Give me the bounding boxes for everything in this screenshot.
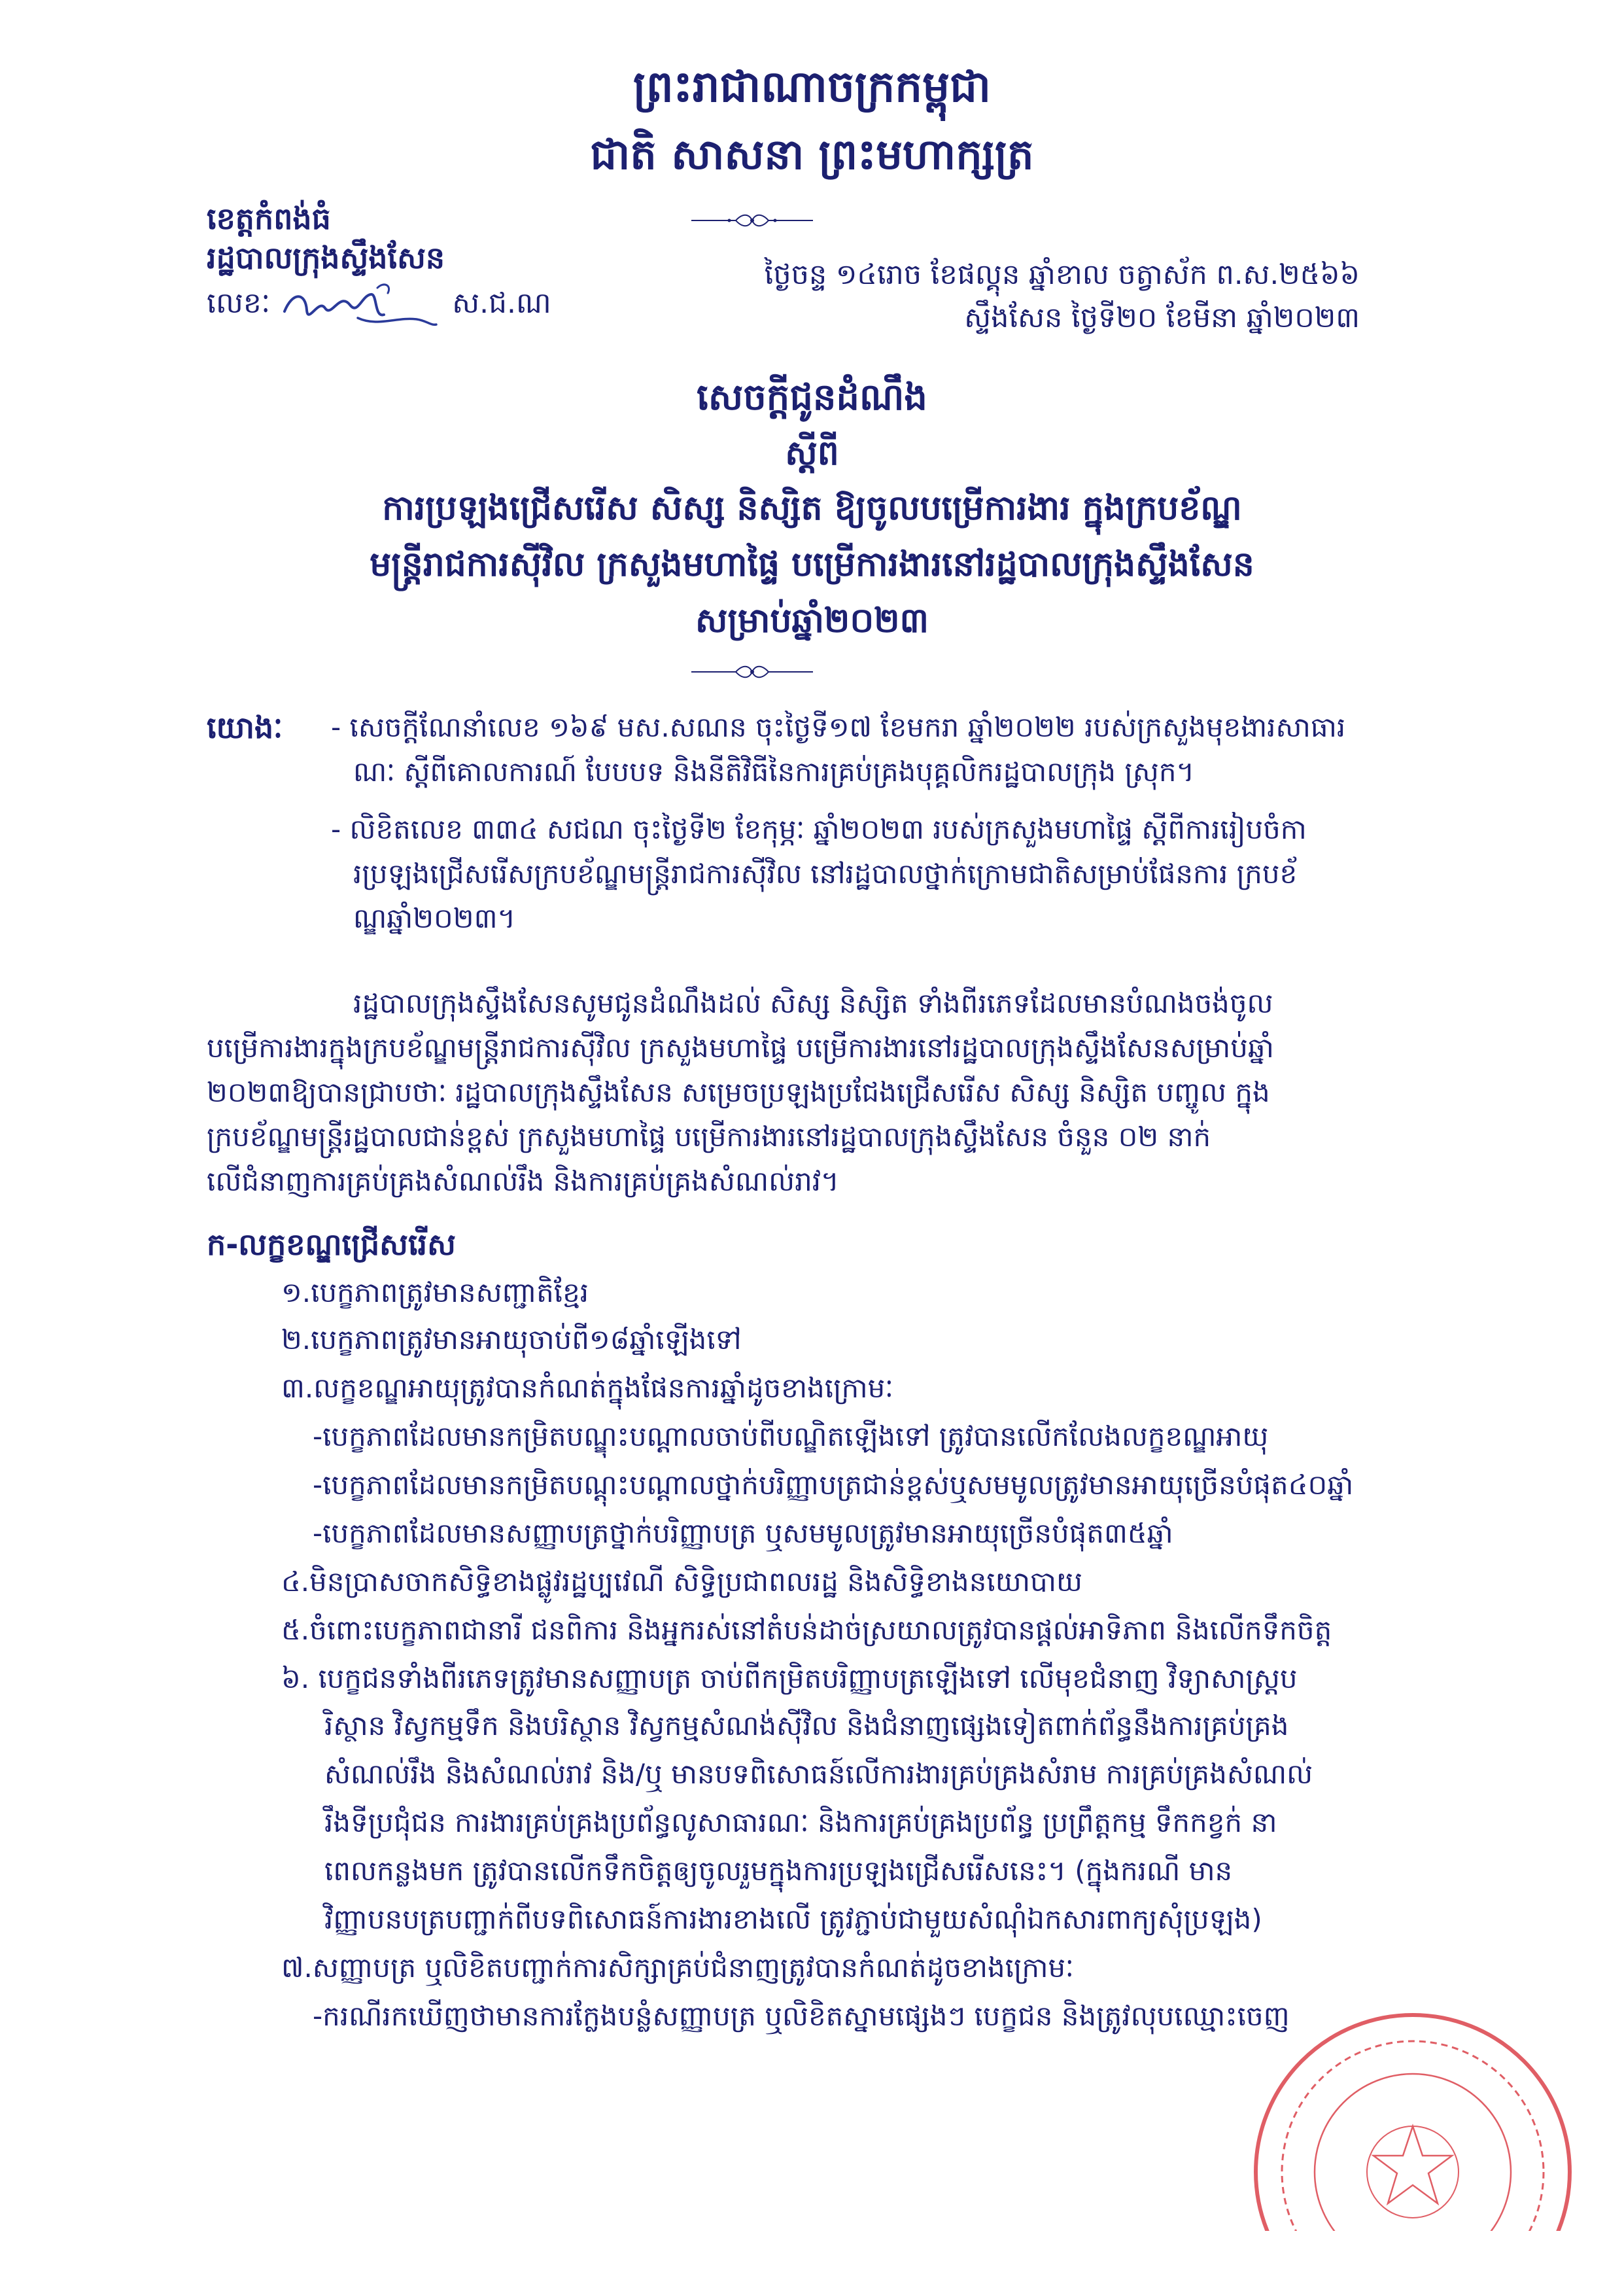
criteria-item-3-sub-3: -បេក្ខភាពដែលមានសញ្ញាបត្រថ្នាក់បរិញ្ញាបត្រ ឬសមមូលត្រូវមានអាយុច្រើនបំផុត៣៥ឆ្នាំ bbox=[313, 1517, 1173, 1549]
notice-subject-line2: មន្ត្រីរាជការស៊ីវិល ក្រសួងមហាផ្ទៃ បម្រើការងារនៅរដ្ឋបាលក្រុងស្ទឹងសែន bbox=[370, 544, 1254, 584]
national-motto: ជាតិ សាសនា ព្រះមហាក្សត្រ bbox=[590, 130, 1034, 179]
intro-line5: លើជំនាញការគ្រប់គ្រងសំណល់រឹង និងការគ្រប់គ្រងសំណល់រាវ។ bbox=[207, 1165, 839, 1197]
criteria-item-3-sub-2: -បេក្ខភាពដែលមានកម្រិតបណ្តុះបណ្តាលថ្នាក់បរិញ្ញាបត្រជាន់ខ្ពស់ឬសមមូលត្រូវមានអាយុច្រើនបំផុត៤០ឆ្នាំ bbox=[313, 1469, 1354, 1501]
official-seal-icon bbox=[1210, 1956, 1576, 2231]
reference-2-line2: រប្រឡងជ្រើសរើសក្របខ័ណ្ឌមន្ត្រីរាជការស៊ីវិល នៅរដ្ឋបាលថ្នាក់ក្រោមជាតិសម្រាប់ផែនការ ក្របខ័ bbox=[353, 858, 1298, 890]
criteria-item-5: ៥.ចំពោះបេក្ខភាពជានារី ជនពិការ និងអ្នករស់នៅតំបន់ដាច់ស្រយាលត្រូវបានផ្តល់អាទិភាព និងលើកទឹកចិត្ត bbox=[281, 1614, 1332, 1646]
solar-date: ស្ទឹងសែន ថ្ងៃទី២០ ខែមីនា ឆ្នាំ២០២៣ bbox=[964, 302, 1360, 334]
notice-title: សេចក្តីជូនដំណឹង bbox=[697, 376, 927, 419]
sender-administration: រដ្ឋបាលក្រុងស្ទឹងសែន bbox=[207, 240, 445, 275]
intro-line4: ក្របខ័ណ្ឌមន្ត្រីរដ្ឋបាលជាន់ខ្ពស់ ក្រសួងមហាផ្ទៃ បម្រើការងារនៅរដ្ឋបាលក្រុងស្ទឹងសែន ចំនួន ០២ នាក់ bbox=[207, 1121, 1211, 1153]
notice-subject-label: ស្តីពី bbox=[785, 433, 839, 473]
criteria-item-6-line5: ពេលកន្លងមក ត្រូវបានលើកទឹកចិត្តឲ្យចូលរួមក្នុងការប្រឡងជ្រើសរើសនេះ។ (ក្នុងករណី មាន bbox=[324, 1855, 1233, 1887]
intro-line3: ២០២៣ឱ្យបានជ្រាបថាៈ រដ្ឋបាលក្រុងស្ទឹងសែន សម្រេចប្រឡងប្រជែងជ្រើសរើស សិស្ស និស្សិត បញ្ចូល ក្នុង bbox=[207, 1076, 1270, 1108]
reference-label: លេខៈ bbox=[207, 287, 271, 320]
ornament-divider-icon bbox=[690, 662, 814, 682]
reference-2-line3: ណ្ឌឆ្នាំ២០២៣។ bbox=[353, 902, 516, 934]
criteria-item-1: ១.បេក្ខភាពត្រូវមានសញ្ជាតិខ្មែរ bbox=[281, 1276, 589, 1308]
intro-line2: បម្រើការងារក្នុងក្របខ័ណ្ឌមន្ត្រីរាជការស៊ីវិល ក្រសួងមហាផ្ទៃ បម្រើការងារនៅរដ្ឋបាលក្រុងស្ទឹងសែនសម្រាប់ឆ្នាំ bbox=[207, 1032, 1274, 1064]
criteria-item-2: ២.បេក្ខភាពត្រូវមានអាយុចាប់ពី១៨ឆ្នាំឡើងទៅ bbox=[281, 1323, 742, 1356]
criteria-item-6-line3: សំណល់រឹង និងសំណល់រាវ និង/ឬ មានបទពិសោធន៍លើការងារគ្រប់គ្រងសំរាម ការគ្រប់គ្រងសំណល់ bbox=[324, 1758, 1313, 1790]
sender-province: ខេត្តកំពង់ធំ bbox=[207, 201, 331, 236]
criteria-item-6-line2: រិស្ថាន វិស្វកម្មទឹក និងបរិស្ថាន វិស្វកម្មសំណង់ស៊ីវិល និងជំនាញផ្សេងទៀតពាក់ព័ន្ធនឹងការគ្រប់គ្រង bbox=[324, 1709, 1289, 1742]
reference-suffix: ស.ជ.ណ bbox=[452, 287, 551, 320]
lunar-date: ថ្ងៃចន្ទ ១៤រោច ខែផល្គុន ឆ្នាំខាល ចត្វាស័ក ព.ស.២៥៦៦ bbox=[764, 258, 1360, 291]
handwritten-number-icon bbox=[279, 279, 443, 331]
criteria-item-6-line4: រឹងទីប្រជុំជន ការងារគ្រប់គ្រងប្រព័ន្ធលូសាធារណៈ និងការគ្រប់គ្រងប្រព័ន្ធ ប្រព្រឹត្តកម្ម ទឹកកខ្វក់ នា bbox=[324, 1806, 1277, 1838]
reference-1-line2: ណៈ ស្តីពីគោលការណ៍ បែបបទ និងនីតិវិធីនៃការគ្រប់គ្រងបុគ្គលិករដ្ឋបាលក្រុង ស្រុក។ bbox=[353, 756, 1195, 788]
criteria-item-7-sub-1: -ករណីរកឃើញថាមានការក្លែងបន្លំសញ្ញាបត្រ ឬលិខិតស្នាមផ្សេងៗ បេក្ខជន និងត្រូវលុបឈ្មោះចេញ bbox=[313, 2000, 1290, 2032]
criteria-item-3: ៣.លក្ខខណ្ឌអាយុត្រូវបានកំណត់ក្នុងផែនការឆ្នាំដូចខាងក្រោមៈ bbox=[281, 1372, 894, 1404]
references-label: យោងៈ bbox=[207, 710, 283, 745]
criteria-item-3-sub-1: -បេក្ខភាពដែលមានកម្រិតបណ្ឌុះបណ្តាលចាប់ពីបណ្ឌិតឡើងទៅ ត្រូវបានលើកលែងលក្ខខណ្ឌអាយុ bbox=[313, 1420, 1269, 1452]
kingdom-title: ព្រះរាជាណាចក្រកម្ពុជា bbox=[633, 61, 991, 112]
reference-1-line1: - សេចក្តីណែនាំលេខ ១៦៩ មស.សណន ចុះថ្ងៃទី១៧ ខែមករា ឆ្នាំ២០២២ របស់ក្រសួងមុខងារសាធារ bbox=[331, 711, 1346, 743]
notice-subject-line3: សម្រាប់ឆ្នាំ២០២៣ bbox=[695, 601, 929, 640]
intro-line1: រដ្ឋបាលក្រុងស្ទឹងសែនសូមជូនដំណឹងដល់ សិស្ស និស្សិត ទាំងពីរភេទដែលមានបំណងចង់ចូល bbox=[353, 987, 1273, 1019]
notice-subject-line1: ការប្រឡងជ្រើសរើស សិស្ស និស្សិត ឱ្យចូលបម្រើការងារ ក្នុងក្របខ័ណ្ឌ bbox=[382, 488, 1242, 528]
criteria-item-4: ៤.មិនប្រាសចាកសិទ្ធិខាងផ្លូវរដ្ឋប្បវេណី សិទ្ធិប្រជាពលរដ្ឋ និងសិទ្ធិខាងនយោបាយ bbox=[281, 1566, 1082, 1598]
criteria-item-7: ៧.សញ្ញាបត្រ ឬលិខិតបញ្ជាក់ការសិក្សាគ្រប់ជំនាញត្រូវបានកំណត់ដូចខាងក្រោមៈ bbox=[281, 1952, 1074, 1984]
reference-number bbox=[207, 279, 551, 331]
criteria-item-6-line1: ៦. បេក្ខជនទាំងពីរភេទត្រូវមានសញ្ញាបត្រ ចាប់ពីកម្រិតបរិញ្ញាបត្រឡើងទៅ លើមុខជំនាញ វិទ្យាសាស្ត្រប bbox=[281, 1662, 1298, 1694]
section-a-heading: ក-លក្ខខណ្ឌជ្រើសរើស bbox=[207, 1227, 456, 1262]
ornament-divider-icon bbox=[690, 211, 814, 230]
reference-2-line1: - លិខិតលេខ ៣៣៤ សជណ ចុះថ្ងៃទី២ ខែកុម្ភៈ ឆ្នាំ២០២៣ របស់ក្រសួងមហាផ្ទៃ ស្តីពីការរៀបចំកា bbox=[331, 813, 1307, 845]
criteria-item-6-line6: វិញ្ញាបនបត្របញ្ជាក់ពីបទពិសោធន៍ការងារខាងលើ ត្រូវភ្ជាប់ជាមួយសំណុំឯកសារពាក្យសុំប្រឡង) bbox=[324, 1903, 1262, 1935]
